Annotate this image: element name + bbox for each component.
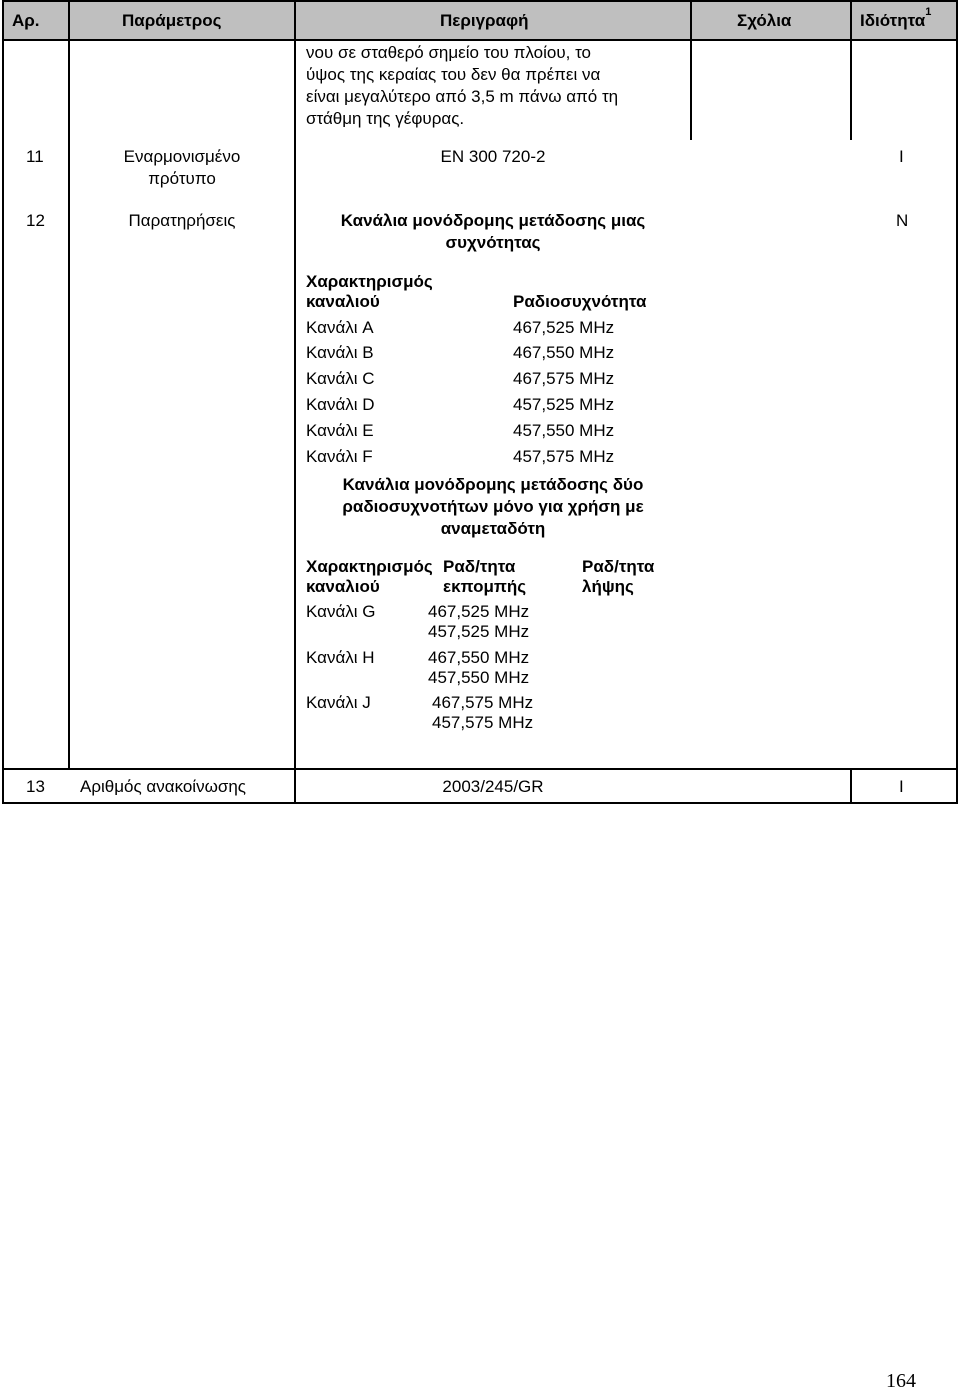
channel-freq: 457,525 MHz (513, 395, 615, 414)
header-desc: Περιγραφή (440, 11, 529, 30)
dual-channel-f1: 467,550 MHz (428, 648, 530, 667)
continued-line: ύψος της κεραίας του δεν θα πρέπει να (306, 65, 601, 84)
channel-freq: 467,525 MHz (513, 318, 615, 337)
channel-freq: 467,550 MHz (513, 343, 615, 362)
grid-line (2, 39, 958, 41)
row12-property: N (896, 211, 909, 230)
footnote-marker: 1 (925, 6, 932, 19)
dual-channel-label: Κανάλι J (306, 693, 371, 712)
dual-channel-label: Κανάλι H (306, 648, 375, 667)
grid-line (956, 0, 958, 804)
row13-desc: 2003/245/GR (442, 777, 544, 796)
dual-col2-header: Ραδ/τητα (443, 557, 516, 576)
grid-line (2, 802, 958, 804)
continued-line: είναι μεγαλύτερο από 3,5 m πάνω από τη (306, 87, 619, 106)
row11-param-line1: Εναρμονισμένο (123, 147, 241, 166)
grid-line (850, 768, 852, 804)
row13-property: I (899, 777, 904, 796)
dual-col1-header: Χαρακτηρισμός (306, 557, 433, 576)
header-param: Παράμετρος (122, 11, 222, 30)
single-col1-header: καναλιού (306, 292, 380, 311)
channel-label: Κανάλι F (306, 447, 373, 466)
header-property-label: Ιδιότητα (860, 11, 926, 30)
dual-col3-header: λήψης (582, 577, 634, 596)
channel-freq: 467,575 MHz (513, 369, 615, 388)
row11-num: 11 (26, 147, 44, 166)
grid-line (294, 0, 296, 804)
dual-channel-f2: 457,525 MHz (428, 622, 530, 641)
dual-channel-label: Κανάλι G (306, 602, 376, 621)
dual-col3-header: Ραδ/τητα (582, 557, 655, 576)
channel-label: Κανάλι C (306, 369, 375, 388)
grid-line (68, 0, 70, 770)
row12-num: 12 (26, 211, 45, 230)
grid-line (2, 768, 958, 770)
dual-channel-f1: 467,525 MHz (428, 602, 530, 621)
dual-channel-f1: 467,575 MHz (432, 693, 534, 712)
row12-title-line1: Κανάλια μονόδρομης μετάδοσης μιας (340, 211, 646, 230)
channel-label: Κανάλι E (306, 421, 374, 440)
channel-label: Κανάλι B (306, 343, 374, 362)
single-col2-header: Ραδιοσυχνότητα (513, 292, 647, 311)
grid-line (2, 0, 4, 804)
continued-line: στάθμη της γέφυρας. (306, 109, 465, 128)
dual-channel-f2: 457,550 MHz (428, 668, 530, 687)
row11-desc: EN 300 720-2 (440, 147, 546, 166)
row11-param-line2: πρότυπο (148, 169, 216, 188)
channel-label: Κανάλι D (306, 395, 375, 414)
continued-line: νου σε σταθερό σημείο του πλοίου, το (306, 43, 591, 62)
dual-col1-header: καναλιού (306, 577, 380, 596)
header-property (860, 6, 932, 32)
page-number: 164 (886, 1370, 916, 1392)
channel-freq: 457,575 MHz (513, 447, 615, 466)
dual-col2-header: εκπομπής (443, 577, 527, 596)
header-num: Αρ. (12, 11, 40, 30)
row13-num: 13 (26, 777, 45, 796)
row13-param: Αριθμός ανακοίνωσης (80, 777, 246, 796)
grid-line (850, 0, 852, 140)
single-col1-header: Χαρακτηρισμός (306, 272, 433, 291)
grid-line (690, 0, 692, 140)
row12-title2-line2: ραδιοσυχνοτήτων μόνο για χρήση με (342, 497, 644, 516)
dual-channel-f2: 457,575 MHz (432, 713, 534, 732)
header-comments: Σχόλια (737, 11, 792, 30)
channel-freq: 457,550 MHz (513, 421, 615, 440)
row12-title2-line3: αναμεταδότη (440, 519, 546, 538)
row12-title-line2: συχνότητας (445, 233, 541, 252)
channel-label: Κανάλι A (306, 318, 374, 337)
row11-property: I (899, 147, 904, 166)
grid-line (2, 0, 958, 2)
row12-param: Παρατηρήσεις (128, 211, 236, 230)
row12-title2-line1: Κανάλια μονόδρομης μετάδοσης δύο (342, 475, 644, 494)
